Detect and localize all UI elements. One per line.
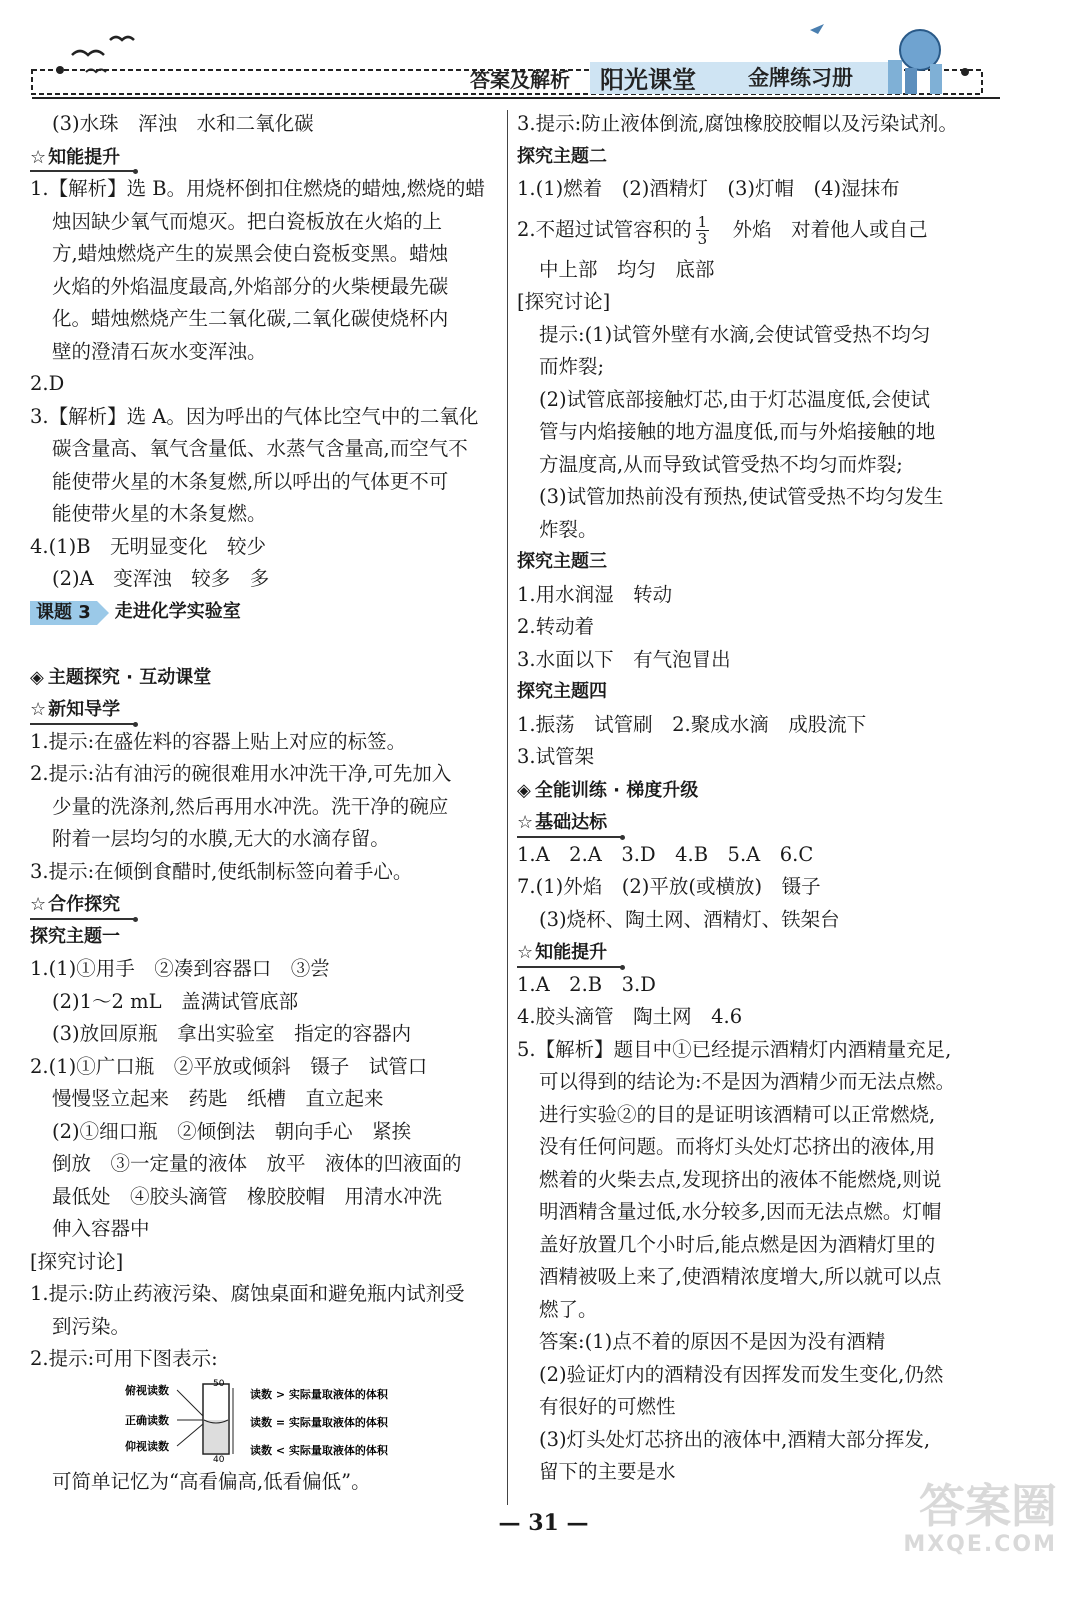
text-line: 2.提示:可用下图表示:	[30, 1347, 218, 1370]
denominator: 3	[697, 229, 708, 248]
scale-top: 50	[213, 1379, 225, 1389]
page-header	[0, 0, 1087, 105]
section-heading: 探究主题二	[517, 145, 607, 167]
text-line: 1.A 2.A 3.D 4.B 5.A 6.C	[517, 842, 814, 866]
text-line: (3)试管加热前没有预热,使试管受热不均匀发生	[539, 485, 944, 508]
label-correct: 正确读数	[125, 1414, 169, 1427]
text-line: 慢慢竖立起来 药匙 纸槽 直立起来	[52, 1087, 384, 1110]
text-line: (2)验证灯内的酒精没有因挥发而发生变化,仍然	[539, 1362, 944, 1386]
text-line: 2.转动着	[517, 615, 595, 638]
label-look-down: 俯视读数	[125, 1384, 169, 1397]
text-line: 1.(1)燃着 (2)酒精灯 (3)灯帽 (4)湿抹布	[517, 177, 900, 200]
text-line: (2)A 变浑浊 较多 多	[52, 567, 270, 590]
subsection-heading	[30, 141, 500, 174]
text-line: 而炸裂;	[539, 355, 605, 378]
numerator: 1	[697, 212, 708, 231]
text-line: 碳含量高、氧气含量低、水蒸气含量高,而空气不	[52, 437, 468, 460]
text-line: (3)灯头处灯芯挤出的液体中,酒精大部分挥发,	[539, 1427, 931, 1451]
text-line: 3.提示:防止液体倒流,腐蚀橡胶胶帽以及污染试剂。	[517, 112, 958, 135]
text-line: (2)1～2 mL 盖满试管底部	[52, 989, 299, 1013]
text-line: 酒精被吸上来了,使酒精浓度增大,所以就可以点	[539, 1265, 942, 1288]
text-line: 1.振荡 试管刷 2.聚成水滴 成股流下	[517, 712, 867, 736]
heading-label: 知能提升	[535, 942, 608, 963]
text-line: [探究讨论]	[517, 290, 611, 313]
header-title-answers: 答案及解析	[470, 68, 570, 92]
text-line: 3.水面以下 有气泡冒出	[517, 647, 731, 671]
bird-icon	[110, 37, 134, 40]
text-line: 少量的洗涤剂,然后再用水冲洗。洗干净的碗应	[52, 794, 449, 818]
lesson-tag: 课题 3	[30, 601, 97, 625]
text-line: 化。蜡烛燃烧产生二氧化碳,二氧化碳使烧杯内	[52, 307, 449, 330]
text-line: 进行实验②的目的是证明该酒精可以正常燃烧,	[539, 1102, 936, 1126]
text-line: 1.提示:防止药液污染、腐蚀桌面和避免瓶内试剂受	[30, 1282, 465, 1305]
module-heading-label: ◈ 主题探究 · 互动课堂	[30, 662, 211, 695]
text-line: 1.用水润湿 转动	[517, 582, 673, 606]
text-line: 到污染。	[52, 1314, 131, 1338]
subsection-heading	[30, 693, 500, 726]
text-line: 4.(1)B 无明显变化 较少	[30, 534, 267, 558]
memory-tip: 可简单记忆为“高看偏高,低看偏低”。	[52, 1470, 371, 1493]
result-low: 读数 < 实际量取液体的体积	[250, 1444, 388, 1457]
text-line: 最低处 ④胶头滴管 橡胶胶帽 用清水冲洗	[52, 1184, 443, 1208]
text-line: 火焰的外焰温度最高,外焰部分的火柴梗最先碳	[52, 274, 449, 298]
reading-diagram	[125, 1378, 425, 1464]
text-line: 燃了。	[539, 1297, 598, 1321]
text-line: 5.【解析】题目中①已经提示酒精灯内酒精量充足,	[517, 1037, 952, 1061]
star-heading	[30, 142, 120, 175]
text-line: 没有任何问题。而将灯头处灯芯挤出的液体,用	[539, 1135, 936, 1158]
text-line: 管与内焰接触的地方温度低,而与外焰接触的地	[539, 420, 936, 443]
text-line: (3)放回原瓶 拿出实验室 指定的容器内	[52, 1022, 412, 1045]
result-equal: 读数 = 实际量取液体的体积	[250, 1416, 388, 1429]
text-line: 炸裂。	[539, 517, 598, 541]
left-column	[30, 108, 500, 1376]
spacer	[30, 628, 500, 661]
subsection-heading	[30, 888, 500, 921]
watermark	[837, 1480, 1057, 1590]
text-line: 明酒精含量过低,水分较多,因而无法点燃。灯帽	[539, 1200, 942, 1223]
heading-label: 知能提升	[48, 146, 121, 168]
text-line: 盖好放置几个小时后,能点燃是因为酒精灯里的	[539, 1232, 936, 1256]
section-heading: 探究主题三	[517, 551, 607, 572]
text-line: 可以得到的结论为:不是因为酒精少而无法点燃。	[539, 1070, 956, 1093]
heading-label: 基础达标	[535, 812, 608, 833]
subsection-heading	[517, 936, 1007, 969]
text-line: 2.提示:沾有油污的碗很难用水冲洗干净,可先加入	[30, 762, 452, 785]
star-heading	[517, 807, 607, 840]
section-heading: 探究主题四	[517, 681, 607, 702]
text-line: 方,蜡烛燃烧产生的炭黑会使白瓷板变黑。蜡烛	[52, 242, 449, 265]
text-line: 能使带火星的木条复燃,所以呼出的气体更不可	[52, 469, 449, 493]
text-line: 7.(1)外焰 (2)平放(或横放) 镊子	[517, 875, 821, 898]
text-line: 燃着的火柴去点,发现挤出的液体不能燃烧,则说	[539, 1167, 942, 1191]
label-look-up: 仰视读数	[125, 1440, 169, 1453]
result-high: 读数 > 实际量取液体的体积	[250, 1388, 388, 1401]
heading-label: 新知导学	[48, 699, 121, 720]
text-line: 3.试管架	[517, 745, 595, 768]
module-heading	[30, 661, 500, 694]
right-column	[517, 108, 1007, 1489]
text-line: 方温度高,从而导致试管受热不均匀而炸裂;	[539, 452, 903, 476]
module-heading-label: ◈ 全能训练 · 梯度升级	[517, 775, 698, 808]
module-heading	[517, 774, 1007, 807]
text-line: [探究讨论]	[30, 1249, 124, 1273]
text-line: 1.A 2.B 3.D	[517, 972, 656, 996]
fraction-suffix: 外焰 对着他人或自己	[713, 217, 928, 241]
text-line: 烛因缺少氧气而熄灭。把白瓷板放在火焰的上	[52, 209, 443, 233]
header-title-book: 金牌练习册	[748, 66, 853, 90]
text-line: 2.(1)①广口瓶 ②平放或倾斜 镊子 试管口	[30, 1054, 428, 1078]
text-line: 中上部 均匀 底部	[539, 257, 715, 281]
text-line: (2)①细口瓶 ②倾倒法 朝向手心 紧挨	[52, 1119, 412, 1143]
star-heading	[30, 694, 120, 727]
fraction-prefix: 2.不超过试管容积的	[517, 217, 692, 241]
watermark-url: MXQE.COM	[903, 1532, 1057, 1557]
heading-label: 合作探究	[48, 894, 121, 915]
bird-icon	[72, 51, 104, 55]
lesson-name: 走进化学实验室	[114, 601, 241, 623]
star-heading	[30, 889, 120, 922]
text-line: 能使带火星的木条复燃。	[52, 502, 267, 525]
text-line: 2.D	[30, 372, 65, 395]
text-line: 留下的主要是水	[539, 1460, 676, 1483]
text-line: 3.提示:在倾倒食醋时,使纸制标签向着手心。	[30, 859, 413, 883]
text-line: 有很好的可燃性	[539, 1395, 676, 1418]
header-title-series: 阳光课堂	[600, 65, 696, 94]
section-heading: 探究主题一	[30, 925, 120, 947]
text-line	[517, 206, 1007, 254]
text-line: (3)烧杯、陶土网、酒精灯、铁架台	[539, 907, 840, 931]
text-line: (2)试管底部接触灯芯,由于灯芯温度低,会使试	[539, 387, 931, 411]
lesson-title	[30, 596, 500, 629]
column-divider	[507, 110, 508, 1505]
subsection-heading	[517, 806, 1007, 839]
arrow-right-icon	[97, 601, 109, 625]
text-line: 3.【解析】选 A。因为呼出的气体比空气中的二氧化	[30, 404, 479, 428]
text-line: 提示:(1)试管外壁有水滴,会使试管受热不均匀	[539, 322, 931, 346]
text-line: 壁的澄清石灰水变浑浊。	[52, 339, 267, 363]
scale-bottom: 40	[213, 1455, 225, 1464]
watermark-logo: 答案圈	[919, 1479, 1057, 1533]
text-line: 附着一层均匀的水膜,无大的水滴存留。	[52, 827, 390, 850]
text-line: 伸入容器中	[52, 1217, 150, 1240]
text-line: 1.【解析】选 B。用烧杯倒扣住燃烧的蜡烛,燃烧的蜡	[30, 177, 485, 200]
text-line: 倒放 ③一定量的液体 放平 液体的凹液面的	[52, 1152, 462, 1175]
page-number: — 31 —	[498, 1510, 589, 1536]
text-line: (3)水珠 浑浊 水和二氧化碳	[52, 112, 314, 135]
fraction	[696, 214, 710, 247]
text-line: 1.(1)①用手 ②凑到容器口 ③尝	[30, 957, 330, 980]
text-line: 答案:(1)点不着的原因不是因为没有酒精	[539, 1330, 886, 1353]
text-line: 1.提示:在盛佐料的容器上贴上对应的标签。	[30, 729, 407, 753]
text-line: 4.胶头滴管 陶土网 4.6	[517, 1005, 743, 1028]
paper-plane-icon	[810, 24, 824, 34]
star-heading	[517, 937, 607, 970]
